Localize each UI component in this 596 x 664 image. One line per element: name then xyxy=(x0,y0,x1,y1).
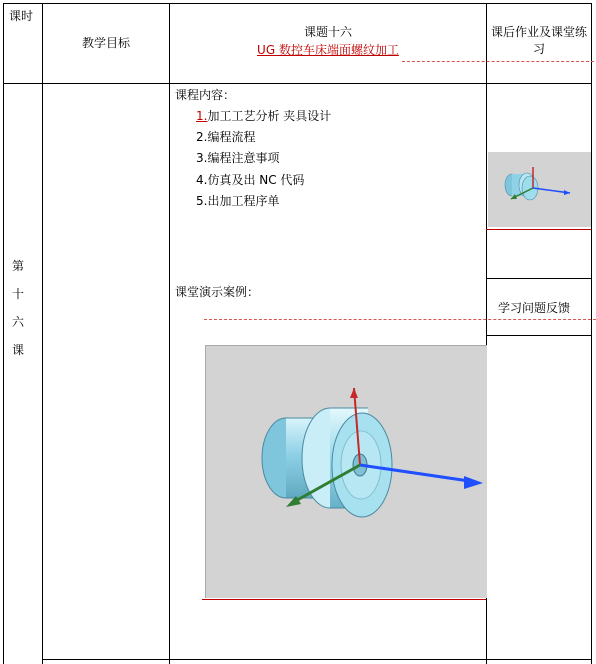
demo-model-rule xyxy=(202,599,486,600)
table-border-col2 xyxy=(42,3,43,664)
course-content-title: 课程内容： xyxy=(175,88,236,102)
table-header-divider xyxy=(3,83,592,84)
header-homework-label: 课后作业及课堂练习 xyxy=(490,25,587,56)
table-border-col3 xyxy=(169,3,170,664)
course-item-1-number: 1. xyxy=(196,109,208,123)
demo-model-image xyxy=(205,345,487,598)
course-item-1 xyxy=(196,109,331,124)
course-item-4: 4.仿真及出 NC 代码 xyxy=(196,173,305,187)
right-cell-divider-1 xyxy=(486,278,592,279)
learning-feedback-label: 学习问题反馈 xyxy=(498,301,571,315)
header-topic-number: 课题十六 xyxy=(303,25,352,39)
table-border-left xyxy=(3,3,4,664)
homework-model-thumbnail xyxy=(488,152,591,227)
header-dashed-rule xyxy=(402,61,594,62)
header-teaching-goal-label: 教学目标 xyxy=(81,36,130,50)
right-cell-divider-2 xyxy=(486,335,592,336)
course-item-5: 5.出加工程序单 xyxy=(196,194,280,208)
demo-dashed-rule xyxy=(204,319,596,320)
homework-thumbnail-rule xyxy=(486,229,591,230)
header-period-label: 课时 xyxy=(9,9,34,23)
course-item-1-text: 加工工艺分析 夹具设计 xyxy=(207,109,332,123)
course-item-3: 3.编程注意事项 xyxy=(196,151,280,165)
bottom-edge xyxy=(43,659,592,660)
table-border-right xyxy=(591,3,592,664)
demo-case-title: 课堂演示案例： xyxy=(175,285,260,299)
header-topic-title: UG 数控车床端面螺纹加工 xyxy=(257,43,399,57)
lesson-number-label: 第十六课 xyxy=(11,259,24,357)
table-border-top xyxy=(3,3,592,4)
course-item-2: 2.编程流程 xyxy=(196,130,256,144)
